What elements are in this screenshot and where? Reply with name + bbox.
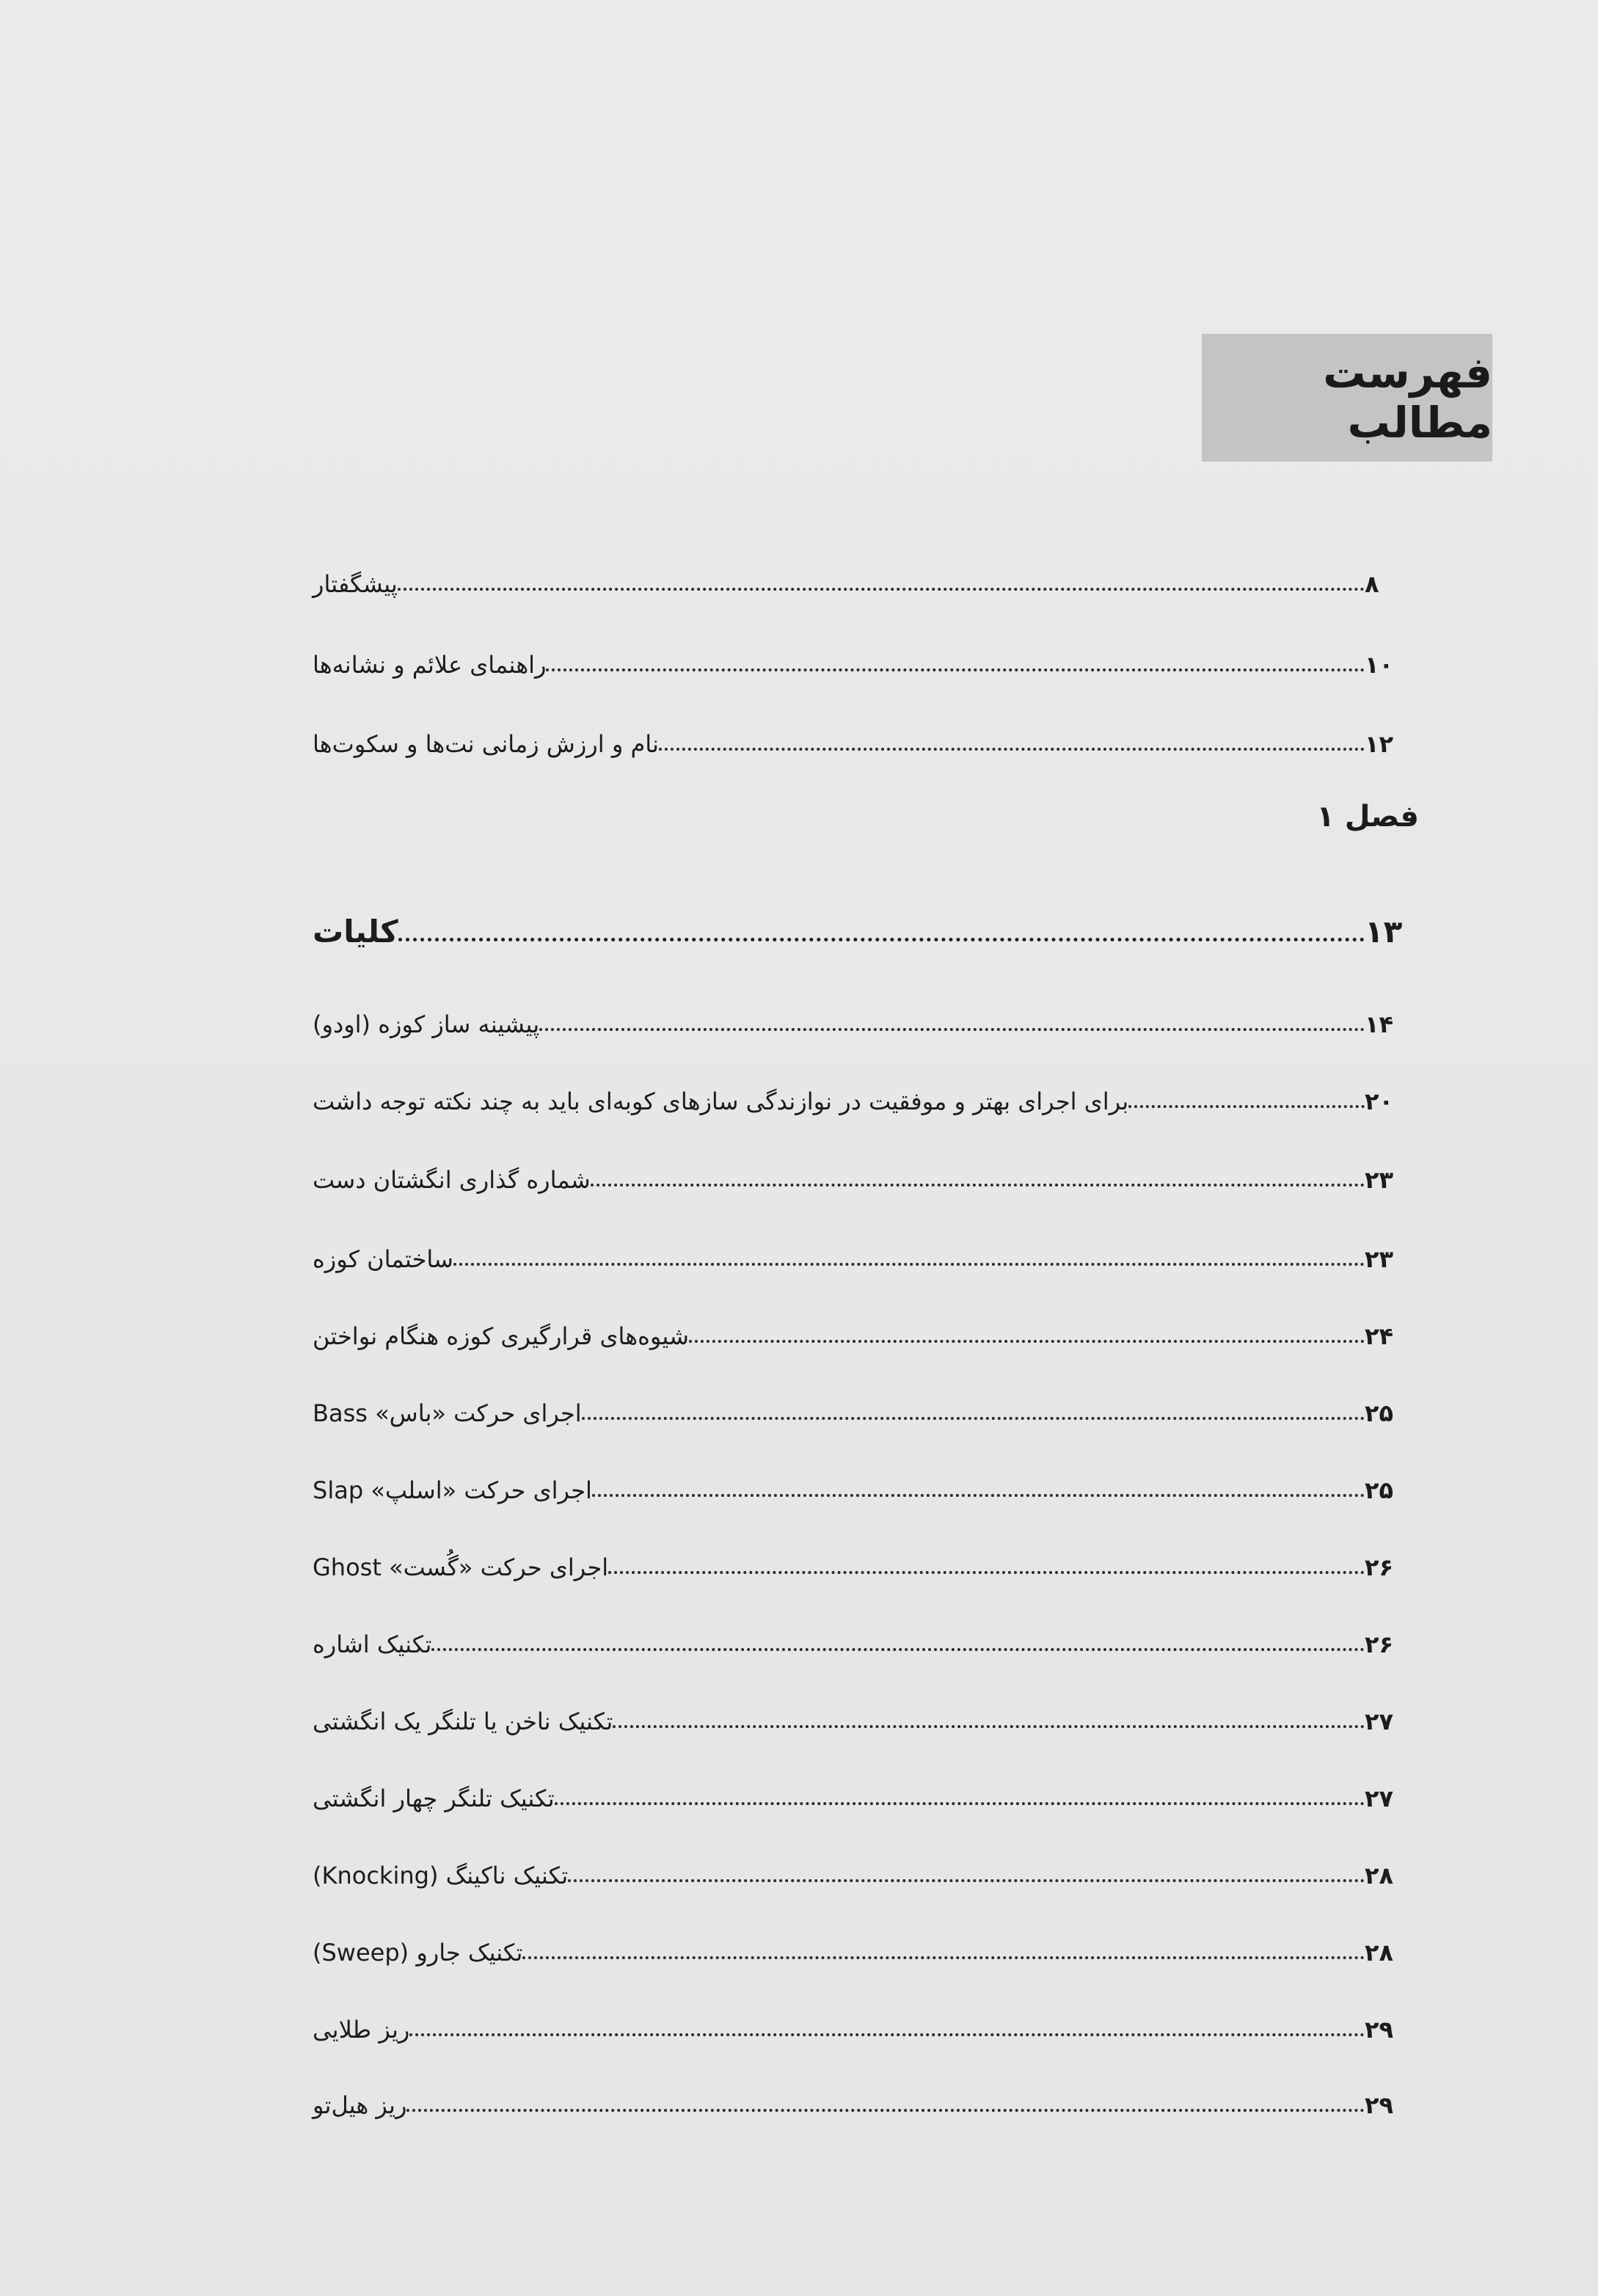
toc-entry-label: راهنمای علائم و نشانه‌ها	[313, 650, 547, 679]
toc-entry[interactable]	[308, 2068, 1419, 2119]
toc-leader-dots	[406, 2109, 1365, 2112]
toc-title: فهرست مطالب	[1323, 348, 1492, 448]
toc-leader-dots	[613, 1725, 1365, 1728]
toc-entry-page: ۲۷	[1365, 1784, 1394, 1812]
toc-leader-dots	[689, 1340, 1365, 1343]
toc-entry-page: ۲۹	[1365, 2015, 1394, 2044]
toc-entry[interactable]	[308, 1376, 1419, 1427]
toc-entry[interactable]	[308, 1453, 1419, 1504]
toc-entry[interactable]	[308, 1915, 1419, 1967]
toc-entry-label: ریز طلایی	[313, 2015, 410, 2044]
toc-entry-page: ۲۶	[1365, 1630, 1394, 1658]
toc-leader-dots	[1128, 1105, 1365, 1108]
toc-leader-dots	[431, 1648, 1365, 1651]
toc-entry[interactable]	[308, 987, 1419, 1038]
toc-entry-page: ۲۶	[1365, 1553, 1394, 1581]
toc-leader-dots	[555, 1802, 1365, 1805]
toc-entry-page: ۱۴	[1365, 1010, 1394, 1038]
toc-entry-page: ۲۳	[1365, 1244, 1394, 1273]
toc-entry-page: ۱۲	[1365, 729, 1394, 758]
toc-entry-label: اجرای حرکت «گُست» Ghost	[313, 1553, 609, 1581]
toc-entry[interactable]	[308, 1761, 1419, 1812]
toc-entry-page: ۲۳	[1365, 1165, 1394, 1194]
toc-entry[interactable]	[308, 627, 1419, 679]
toc-entry-page: ۲۹	[1365, 2091, 1394, 2119]
toc-entry[interactable]	[308, 1064, 1419, 1115]
toc-entry-label: برای اجرای بهتر و موفقیت در نوازندگی سازهای کوبه‌ای باید به چند نکته توجه داشت	[313, 1087, 1129, 1115]
toc-entry[interactable]	[308, 1222, 1419, 1273]
toc-leader-dots	[539, 1028, 1365, 1031]
toc-entry[interactable]	[308, 1530, 1419, 1581]
toc-entry-page: ۲۵	[1365, 1399, 1394, 1427]
toc-entry-label: نام و ارزش زمانی نت‌ها و سکوت‌ها	[313, 729, 659, 758]
chapter-heading: فصل ۱	[1316, 800, 1419, 834]
toc-entry-page: ۸	[1365, 569, 1379, 598]
toc-entry[interactable]	[308, 1684, 1419, 1735]
toc-entry-label: تکنیک تلنگر چهار انگشتی	[313, 1784, 555, 1812]
toc-entry-label: کلیات	[313, 913, 398, 950]
toc-entry-page: ۲۰	[1365, 1087, 1394, 1115]
toc-entry[interactable]	[308, 547, 1419, 598]
toc-leader-dots	[409, 2033, 1365, 2036]
toc-leader-dots	[608, 1571, 1365, 1574]
toc-entry[interactable]	[308, 1992, 1419, 2044]
toc-leader-dots	[568, 1879, 1365, 1882]
toc-entry-page: ۲۴	[1365, 1322, 1394, 1350]
toc-entry-label: تکنیک ناکینگ (Knocking)	[313, 1861, 569, 1889]
toc-entry-label: تکنیک اشاره	[313, 1630, 432, 1658]
toc-entry-page: ۲۸	[1365, 1938, 1394, 1967]
toc-leader-dots	[453, 1263, 1365, 1266]
toc-entry-label: تکنیک جارو (Sweep)	[313, 1938, 523, 1967]
toc-entry-label: شیوه‌های قرارگیری کوزه هنگام نواختن	[313, 1322, 689, 1350]
toc-entry-page: ۲۵	[1365, 1476, 1394, 1504]
toc-entry[interactable]	[308, 1142, 1419, 1194]
toc-entry-label: شماره گذاری انگشتان دست	[313, 1165, 591, 1194]
toc-leader-dots	[398, 588, 1365, 591]
toc-entry[interactable]	[308, 1838, 1419, 1889]
toc-leader-dots	[398, 938, 1365, 941]
toc-leader-dots	[546, 668, 1365, 671]
toc-entry-page: ۱۳	[1365, 913, 1403, 950]
toc-entry-label: پیشگفتار	[313, 569, 398, 598]
toc-entry-major[interactable]	[308, 899, 1419, 950]
toc-entry-page: ۲۷	[1365, 1707, 1394, 1735]
toc-entry-page: ۱۰	[1365, 650, 1394, 679]
toc-entry[interactable]	[308, 1299, 1419, 1350]
toc-entry-label: اجرای حرکت «باس» Bass	[313, 1399, 582, 1427]
toc-entry-label: اجرای حرکت «اسلپ» Slap	[313, 1476, 592, 1504]
toc-entry-label: ریز هیل‌تو	[313, 2091, 407, 2119]
toc-leader-dots	[591, 1184, 1365, 1187]
toc-leader-dots	[659, 748, 1365, 751]
toc-entry[interactable]	[308, 707, 1419, 758]
toc-entry-page: ۲۸	[1365, 1861, 1394, 1889]
toc-entry-label: تکنیک ناخن یا تلنگر یک انگشتی	[313, 1707, 613, 1735]
toc-leader-dots	[522, 1956, 1365, 1959]
toc-leader-dots	[592, 1494, 1365, 1497]
toc-entry-label: ساختمان کوزه	[313, 1244, 453, 1273]
toc-entry-label: پیشینه ساز کوزه (اودو)	[313, 1010, 540, 1038]
toc-leader-dots	[582, 1417, 1365, 1420]
toc-entry[interactable]	[308, 1607, 1419, 1658]
